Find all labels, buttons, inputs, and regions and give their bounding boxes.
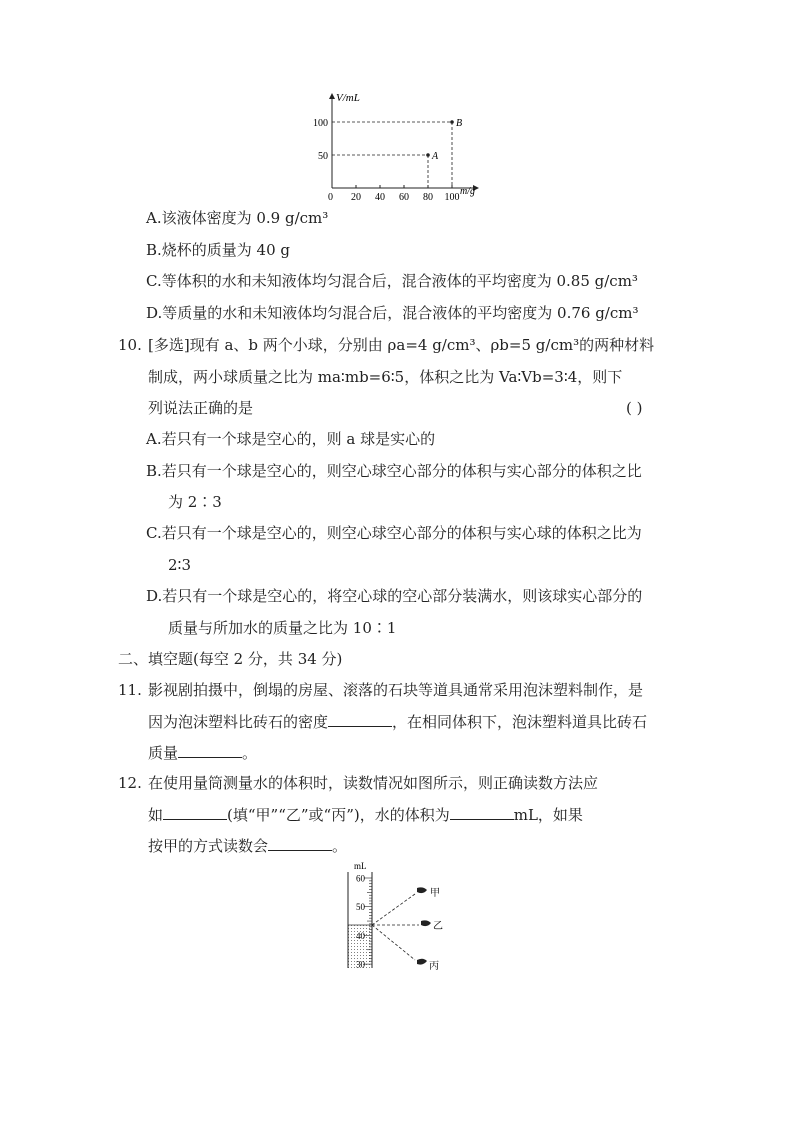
q12-line3-part2: 。 <box>332 837 348 855</box>
y-axis-label: V/mL <box>336 92 360 104</box>
q12-blank-3[interactable] <box>268 835 332 851</box>
q10-option-a: A.若只有一个球是空心的，则 a 球是实心的 <box>146 430 436 448</box>
q11-line2-part2: ，在相同体积下，泡沫塑料道具比砖石 <box>392 713 648 731</box>
q10-option-b-line2: 为 2∶3 <box>168 493 222 511</box>
q10-option-d-line2: 质量与所加水的质量之比为 10∶1 <box>168 619 397 637</box>
q12-line2-part1: 如 <box>148 806 164 824</box>
q10-option-b-line1: B.若只有一个球是空心的，则空心球空心部分的体积与实心部分的体积之比 <box>146 462 642 480</box>
q12-line2-part2: (填“甲”“乙”或“丙”)，水的体积为 <box>227 806 450 824</box>
scale-label: 60 <box>356 873 365 884</box>
q12-number: 12. <box>118 774 142 792</box>
q12-line3-part1: 按甲的方式读数会 <box>148 837 269 855</box>
q11-blank-1[interactable] <box>328 711 392 727</box>
q10-number: 10. <box>118 336 142 354</box>
label-bing: 丙 <box>429 961 439 972</box>
label-yi: 乙 <box>433 921 443 932</box>
eye-icon-yi <box>421 920 431 926</box>
cylinder-svg <box>335 858 465 978</box>
label-jia: 甲 <box>430 888 440 899</box>
sight-line-jia <box>372 894 415 925</box>
q11-line2 <box>148 711 647 732</box>
x-tick-label: 80 <box>423 192 433 203</box>
q11-line3-part2: 。 <box>242 744 258 762</box>
data-point-label: B <box>456 118 463 129</box>
q12-line1: 在使用量筒测量水的体积时，读数情况如图所示，则正确读数方法应 <box>148 774 599 792</box>
cylinder-unit: mL <box>354 861 367 871</box>
density-graph-svg <box>300 88 500 203</box>
scale-label: 30 <box>356 959 365 970</box>
q12-line3 <box>148 835 347 856</box>
y-tick-label: 50 <box>318 151 328 162</box>
q11-line2-part1: 因为泡沫塑料比砖石的密度 <box>148 713 329 731</box>
q12-blank-2[interactable] <box>450 804 514 820</box>
q10-option-d-line1: D.若只有一个球是空心的，将空心球的空心部分装满水，则该球实心部分的 <box>146 587 643 605</box>
y-ticks <box>313 118 328 162</box>
x-tick-label: 40 <box>375 192 385 203</box>
eye-icon-bing <box>417 959 427 965</box>
cylinder-figure <box>335 858 465 978</box>
q12-blank-1[interactable] <box>163 804 227 820</box>
q11-number: 11. <box>118 681 142 699</box>
data-point <box>426 153 430 157</box>
q10-stem-line2: 制成，两小球质量之比为 ma∶mb=6∶5，体积之比为 Va∶Vb=3∶4，则下 <box>148 368 623 386</box>
x-tick-label: 20 <box>351 192 361 203</box>
q10-option-c-line1: C.若只有一个球是空心的，则空心球空心部分的体积与实心球的体积之比为 <box>146 524 642 542</box>
q9-option-c: C.等体积的水和未知液体均匀混合后，混合液体的平均密度为 0.85 g/cm³ <box>146 272 638 290</box>
q12-line2 <box>148 804 583 825</box>
q10-stem-line3: 列说法正确的是 <box>148 399 254 417</box>
x-tick-label: 60 <box>399 192 409 203</box>
data-point-label: A <box>432 151 439 162</box>
density-graph <box>300 88 500 203</box>
sight-line-bing <box>372 925 415 960</box>
q10-stem-line1: [多选]现有 a、b 两个小球，分别由 ρa=4 g/cm³、ρb=5 g/cm³的两种材料 <box>148 336 655 354</box>
q9-option-d: D.等质量的水和未知液体均匀混合后，混合液体的平均密度为 0.76 g/cm³ <box>146 304 639 322</box>
q9-option-b: B.烧杯的质量为 40 g <box>146 241 291 259</box>
data-point <box>450 120 454 124</box>
x-axis-label: m/g <box>460 186 475 197</box>
x-tick-label: 100 <box>444 192 460 203</box>
scale-label: 50 <box>356 902 365 913</box>
q12-line2-part3: mL，如果 <box>513 806 583 824</box>
scale-label: 40 <box>356 930 365 941</box>
q11-line1: 影视剧拍摄中，倒塌的房屋、滚落的石块等道具通常采用泡沫塑料制作，是 <box>148 681 644 699</box>
y-tick-label: 100 <box>313 118 328 129</box>
eye-icon-jia <box>417 887 427 893</box>
section-heading-fill-in: 二、填空题(每空 2 分，共 34 分) <box>118 650 343 668</box>
q11-line3 <box>148 742 257 763</box>
q10-option-c-line2: 2∶3 <box>168 556 191 574</box>
q11-line3-part1: 质量 <box>148 744 179 762</box>
q11-blank-2[interactable] <box>178 742 242 758</box>
q10-answer-paren: ( ) <box>626 399 643 417</box>
data-points <box>332 118 462 188</box>
origin-label: 0 <box>328 192 333 203</box>
q9-option-a: A.该液体密度为 0.9 g/cm³ <box>146 209 329 227</box>
